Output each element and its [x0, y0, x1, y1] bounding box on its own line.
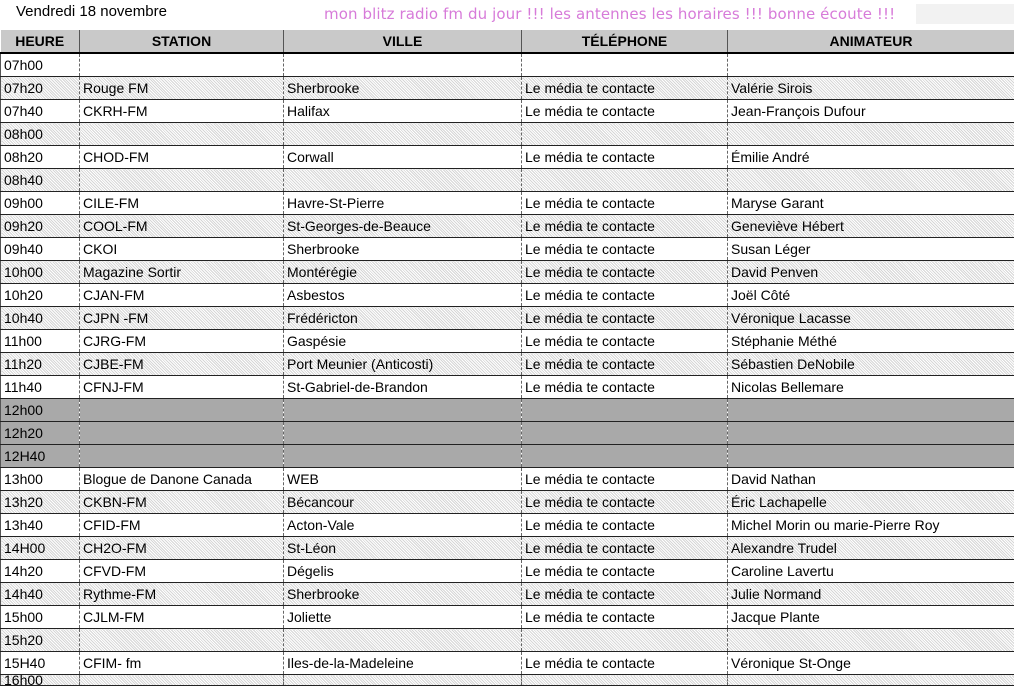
table-row: [1, 284, 1014, 307]
cell-ville[interactable]: Dégelis: [284, 560, 522, 583]
cell-animateur[interactable]: [728, 123, 1014, 146]
column-header-station[interactable]: STATION: [80, 30, 284, 53]
cell-telephone[interactable]: Le média te contacte: [522, 261, 728, 284]
table-row: [1, 606, 1014, 629]
cell-animateur[interactable]: Geneviève Hébert: [728, 215, 1014, 238]
cell-telephone[interactable]: [522, 53, 728, 77]
table-row: [1, 123, 1014, 146]
header-row: [1, 30, 1014, 53]
cell-animateur[interactable]: Maryse Garant: [728, 192, 1014, 215]
cell-station[interactable]: CFVD-FM: [80, 560, 284, 583]
cell-animateur[interactable]: Éric Lachapelle: [728, 491, 1014, 514]
cell-station[interactable]: Blogue de Danone Canada: [80, 468, 284, 491]
table-row: [1, 238, 1014, 261]
cell-telephone[interactable]: [522, 445, 728, 468]
table-row: [1, 629, 1014, 652]
cell-ville[interactable]: Sherbrooke: [284, 77, 522, 100]
cell-animateur[interactable]: Jean-François Dufour: [728, 100, 1014, 123]
table-row: [1, 652, 1014, 675]
cell-station[interactable]: [80, 169, 284, 192]
cell-station[interactable]: CKOI: [80, 238, 284, 261]
cell-heure[interactable]: 09h20: [1, 215, 80, 238]
cell-heure[interactable]: 13h20: [1, 491, 80, 514]
cell-station[interactable]: [80, 629, 284, 652]
column-header-heure[interactable]: HEURE: [1, 30, 80, 53]
cell-animateur[interactable]: David Penven: [728, 261, 1014, 284]
cell-animateur[interactable]: [728, 629, 1014, 652]
cell-station[interactable]: CJPN -FM: [80, 307, 284, 330]
cell-telephone[interactable]: [522, 422, 728, 445]
table-row: [1, 376, 1014, 399]
cell-telephone[interactable]: Le média te contacte: [522, 215, 728, 238]
cell-telephone[interactable]: Le média te contacte: [522, 491, 728, 514]
cell-ville[interactable]: Joliette: [284, 606, 522, 629]
cell-heure[interactable]: 08h20: [1, 146, 80, 169]
cell-station[interactable]: CFNJ-FM: [80, 376, 284, 399]
table-row: [1, 537, 1014, 560]
cell-ville[interactable]: [284, 629, 522, 652]
cell-telephone[interactable]: Le média te contacte: [522, 468, 728, 491]
cell-station[interactable]: CJAN-FM: [80, 284, 284, 307]
cell-station[interactable]: Rythme-FM: [80, 583, 284, 606]
column-header-animateur[interactable]: ANIMATEUR: [728, 30, 1014, 53]
cell-heure[interactable]: 11h20: [1, 353, 80, 376]
cell-telephone[interactable]: [522, 675, 728, 686]
cell-telephone[interactable]: Le média te contacte: [522, 146, 728, 169]
table-row: [1, 169, 1014, 192]
table-row: [1, 468, 1014, 491]
cell-ville[interactable]: St-Léon: [284, 537, 522, 560]
cell-telephone[interactable]: [522, 399, 728, 422]
cell-animateur[interactable]: Michel Morin ou marie-Pierre Roy: [728, 514, 1014, 537]
cell-animateur[interactable]: David Nathan: [728, 468, 1014, 491]
cell-animateur[interactable]: Julie Normand: [728, 583, 1014, 606]
table-row: [1, 53, 1014, 77]
cell-ville[interactable]: Asbestos: [284, 284, 522, 307]
table-row: [1, 215, 1014, 238]
cell-ville[interactable]: Gaspésie: [284, 330, 522, 353]
cell-telephone[interactable]: Le média te contacte: [522, 307, 728, 330]
cell-heure[interactable]: 10h20: [1, 284, 80, 307]
cell-animateur[interactable]: [728, 445, 1014, 468]
cell-station[interactable]: [80, 675, 284, 686]
cell-telephone[interactable]: Le média te contacte: [522, 583, 728, 606]
cell-ville[interactable]: Halifax: [284, 100, 522, 123]
cell-station[interactable]: CJBE-FM: [80, 353, 284, 376]
cell-ville[interactable]: Sherbrooke: [284, 583, 522, 606]
cell-heure[interactable]: 10h40: [1, 307, 80, 330]
cell-ville[interactable]: Havre-St-Pierre: [284, 192, 522, 215]
cell-animateur[interactable]: Nicolas Bellemare: [728, 376, 1014, 399]
cell-heure[interactable]: 14H00: [1, 537, 80, 560]
cell-animateur[interactable]: Jacque Plante: [728, 606, 1014, 629]
cell-animateur[interactable]: Susan Léger: [728, 238, 1014, 261]
cell-station[interactable]: CHOD-FM: [80, 146, 284, 169]
table-row: [1, 583, 1014, 606]
cell-station[interactable]: Rouge FM: [80, 77, 284, 100]
cell-heure[interactable]: 11h40: [1, 376, 80, 399]
table-row: [1, 77, 1014, 100]
cell-telephone[interactable]: Le média te contacte: [522, 100, 728, 123]
cell-station[interactable]: CKRH-FM: [80, 100, 284, 123]
cell-telephone[interactable]: Le média te contacte: [522, 537, 728, 560]
cell-heure[interactable]: 07h40: [1, 100, 80, 123]
cell-ville[interactable]: [284, 675, 522, 686]
cell-heure[interactable]: 09h40: [1, 238, 80, 261]
cell-heure[interactable]: 13h00: [1, 468, 80, 491]
cell-telephone[interactable]: Le média te contacte: [522, 238, 728, 261]
table-row: [1, 353, 1014, 376]
cell-ville[interactable]: Montérégie: [284, 261, 522, 284]
cell-heure[interactable]: 15H40: [1, 652, 80, 675]
cell-ville[interactable]: St-Gabriel-de-Brandon: [284, 376, 522, 399]
cell-heure[interactable]: 14h40: [1, 583, 80, 606]
cell-heure[interactable]: 07h20: [1, 77, 80, 100]
corner-cell[interactable]: [916, 4, 1014, 24]
cell-animateur[interactable]: Émilie André: [728, 146, 1014, 169]
cell-telephone[interactable]: [522, 123, 728, 146]
date-label: Vendredi 18 novembre: [16, 3, 167, 20]
cell-animateur[interactable]: Caroline Lavertu: [728, 560, 1014, 583]
column-header-telephone[interactable]: TÉLÉPHONE: [522, 30, 728, 53]
cell-animateur[interactable]: Valérie Sirois: [728, 77, 1014, 100]
schedule-table: [0, 30, 1014, 686]
cell-telephone[interactable]: Le média te contacte: [522, 192, 728, 215]
cell-animateur[interactable]: [728, 169, 1014, 192]
cell-telephone[interactable]: [522, 169, 728, 192]
cell-heure[interactable]: 15h20: [1, 629, 80, 652]
cell-station[interactable]: CFIM- fm: [80, 652, 284, 675]
cell-heure[interactable]: 12h20: [1, 422, 80, 445]
cell-telephone[interactable]: Le média te contacte: [522, 376, 728, 399]
cell-ville[interactable]: St-Georges-de-Beauce: [284, 215, 522, 238]
cell-telephone[interactable]: Le média te contacte: [522, 353, 728, 376]
cell-telephone[interactable]: Le média te contacte: [522, 77, 728, 100]
table-row: [1, 422, 1014, 445]
cell-telephone[interactable]: Le média te contacte: [522, 606, 728, 629]
cell-heure[interactable]: 16h00: [1, 675, 80, 686]
cell-ville[interactable]: [284, 169, 522, 192]
cell-heure[interactable]: 08h40: [1, 169, 80, 192]
table-row: [1, 445, 1014, 468]
cell-station[interactable]: CH2O-FM: [80, 537, 284, 560]
cell-ville[interactable]: [284, 399, 522, 422]
column-header-ville[interactable]: VILLE: [284, 30, 522, 53]
cell-ville[interactable]: [284, 53, 522, 77]
cell-station[interactable]: CJLM-FM: [80, 606, 284, 629]
cell-station[interactable]: [80, 422, 284, 445]
cell-animateur[interactable]: Véronique Lacasse: [728, 307, 1014, 330]
table-row: [1, 399, 1014, 422]
table-row: [1, 100, 1014, 123]
table-row: [1, 192, 1014, 215]
cell-heure[interactable]: 12h00: [1, 399, 80, 422]
cell-ville[interactable]: Port Meunier (Anticosti): [284, 353, 522, 376]
table-row: [1, 307, 1014, 330]
cell-ville[interactable]: Iles-de-la-Madeleine: [284, 652, 522, 675]
cell-ville[interactable]: Corwall: [284, 146, 522, 169]
table-row: [1, 491, 1014, 514]
cell-station[interactable]: CILE-FM: [80, 192, 284, 215]
cell-telephone[interactable]: Le média te contacte: [522, 284, 728, 307]
cell-ville[interactable]: Frédéricton: [284, 307, 522, 330]
cell-telephone[interactable]: Le média te contacte: [522, 330, 728, 353]
cell-heure[interactable]: 12H40: [1, 445, 80, 468]
cell-station[interactable]: [80, 445, 284, 468]
cell-telephone[interactable]: Le média te contacte: [522, 652, 728, 675]
table-row: [1, 514, 1014, 537]
table-row: [1, 146, 1014, 169]
table-row: [1, 261, 1014, 284]
table-row: [1, 330, 1014, 353]
cell-ville[interactable]: [284, 422, 522, 445]
table-row: [1, 675, 1014, 686]
cell-animateur[interactable]: Alexandre Trudel: [728, 537, 1014, 560]
cell-animateur[interactable]: [728, 53, 1014, 77]
banner-text: mon blitz radio fm du jour !!! les antennes les horaires !!! bonne écoute !!!: [324, 5, 896, 23]
cell-heure[interactable]: 13h40: [1, 514, 80, 537]
cell-heure[interactable]: 09h00: [1, 192, 80, 215]
cell-heure[interactable]: 15h00: [1, 606, 80, 629]
cell-heure[interactable]: 10h00: [1, 261, 80, 284]
cell-heure[interactable]: 07h00: [1, 53, 80, 77]
cell-heure[interactable]: 11h00: [1, 330, 80, 353]
cell-station[interactable]: CFID-FM: [80, 514, 284, 537]
cell-ville[interactable]: Bécancour: [284, 491, 522, 514]
cell-animateur[interactable]: Joël Côté: [728, 284, 1014, 307]
cell-telephone[interactable]: Le média te contacte: [522, 560, 728, 583]
top-bar: [0, 0, 1014, 30]
cell-telephone[interactable]: [522, 629, 728, 652]
cell-station[interactable]: CJRG-FM: [80, 330, 284, 353]
cell-animateur[interactable]: Stéphanie Méthé: [728, 330, 1014, 353]
cell-animateur[interactable]: [728, 422, 1014, 445]
cell-station[interactable]: [80, 123, 284, 146]
cell-animateur[interactable]: [728, 675, 1014, 686]
cell-station[interactable]: CKBN-FM: [80, 491, 284, 514]
cell-heure[interactable]: 14h20: [1, 560, 80, 583]
cell-animateur[interactable]: Véronique St-Onge: [728, 652, 1014, 675]
cell-station[interactable]: [80, 53, 284, 77]
table-row: [1, 560, 1014, 583]
cell-animateur[interactable]: [728, 399, 1014, 422]
cell-ville[interactable]: Sherbrooke: [284, 238, 522, 261]
cell-station[interactable]: Magazine Sortir: [80, 261, 284, 284]
cell-telephone[interactable]: Le média te contacte: [522, 514, 728, 537]
cell-station[interactable]: COOL-FM: [80, 215, 284, 238]
cell-ville[interactable]: Acton-Vale: [284, 514, 522, 537]
cell-ville[interactable]: WEB: [284, 468, 522, 491]
cell-animateur[interactable]: Sébastien DeNobile: [728, 353, 1014, 376]
cell-heure[interactable]: 08h00: [1, 123, 80, 146]
cell-ville[interactable]: [284, 123, 522, 146]
cell-ville[interactable]: [284, 445, 522, 468]
cell-station[interactable]: [80, 399, 284, 422]
